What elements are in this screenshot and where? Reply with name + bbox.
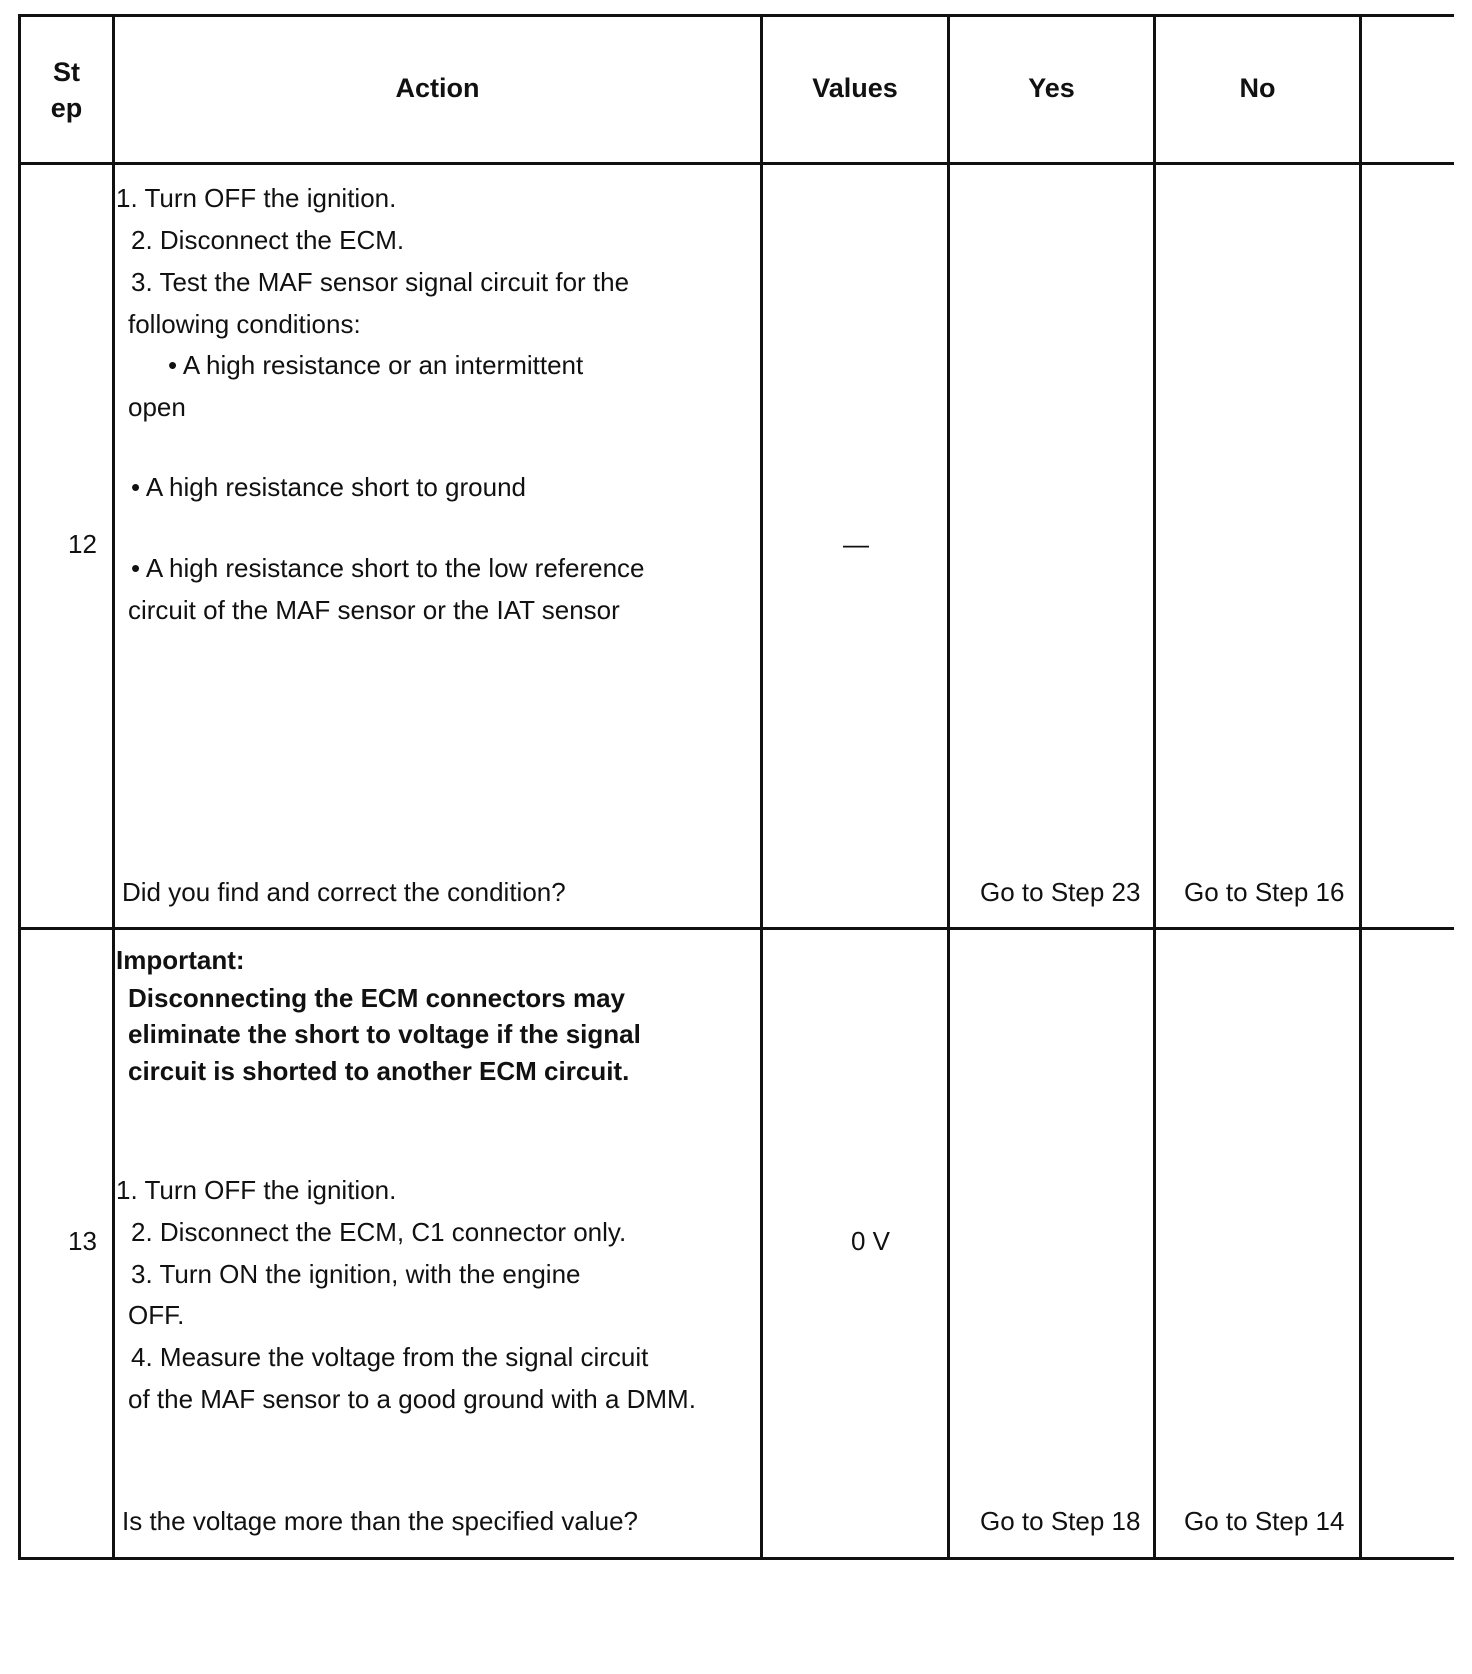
action-line: 2. Disconnect the ECM. — [131, 225, 405, 255]
row-divider — [18, 927, 1454, 930]
action-line: 1. Turn OFF the ignition. — [116, 183, 397, 213]
value-cell: 0 V — [851, 1226, 891, 1256]
table-border-bottom — [18, 1557, 1454, 1560]
action-line: 3. Turn ON the ignition, with the engine — [131, 1259, 581, 1289]
yes-cell: Go to Step 23 — [980, 877, 1141, 907]
column-divider-yes — [1153, 14, 1156, 1560]
action-line: 2. Disconnect the ECM, C1 connector only. — [131, 1217, 627, 1247]
no-cell: Go to Step 14 — [1184, 1506, 1345, 1536]
yes-cell: Go to Step 18 — [980, 1506, 1141, 1536]
header-action-label: Action — [395, 72, 480, 103]
action-bullet: • A high resistance or an intermittent — [168, 350, 584, 380]
step-number: 12 — [68, 529, 97, 559]
table-border-left — [18, 14, 21, 1560]
value-cell: — — [843, 529, 869, 559]
column-divider-values — [947, 14, 950, 1560]
action-line: 3. Test the MAF sensor signal circuit for the — [131, 267, 630, 297]
important-line: Disconnecting the ECM connectors may — [128, 983, 625, 1013]
important-label: Important: — [116, 945, 245, 975]
header-values — [763, 68, 947, 108]
column-divider-step — [112, 14, 115, 1560]
header-step-label: St ep — [50, 56, 83, 123]
important-line: circuit is shorted to another ECM circuit. — [128, 1056, 630, 1086]
action-line: following conditions: — [128, 309, 361, 339]
header-yes — [950, 68, 1153, 108]
action-line: of the MAF sensor to a good ground with a DMM. — [128, 1384, 696, 1414]
column-divider-action — [760, 14, 763, 1560]
header-no-label: No — [1239, 72, 1276, 103]
action-bullet: • A high resistance short to ground — [131, 472, 527, 502]
header-yes-label: Yes — [1028, 72, 1075, 103]
important-line: eliminate the short to voltage if the signal — [128, 1019, 641, 1049]
diagnostic-table — [18, 14, 1454, 1660]
action-line: 1. Turn OFF the ignition. — [116, 1175, 397, 1205]
action-line: circuit of the MAF sensor or the IAT sensor — [128, 595, 620, 625]
action-line: 4. Measure the voltage from the signal circuit — [131, 1342, 649, 1372]
no-cell: Go to Step 16 — [1184, 877, 1345, 907]
table-border-right — [1359, 14, 1362, 1560]
action-bullet: • A high resistance short to the low reference — [131, 553, 645, 583]
header-divider — [18, 162, 1454, 165]
action-question: Did you find and correct the condition? — [122, 877, 566, 907]
header-no — [1156, 68, 1359, 108]
table-border-top — [18, 14, 1454, 17]
action-line: OFF. — [128, 1300, 185, 1330]
header-action — [115, 68, 760, 108]
action-line: open — [128, 392, 186, 422]
step-number: 13 — [68, 1226, 97, 1256]
header-values-label: Values — [812, 72, 898, 103]
header-step — [21, 17, 112, 162]
action-question: Is the voltage more than the specified value? — [122, 1506, 638, 1536]
